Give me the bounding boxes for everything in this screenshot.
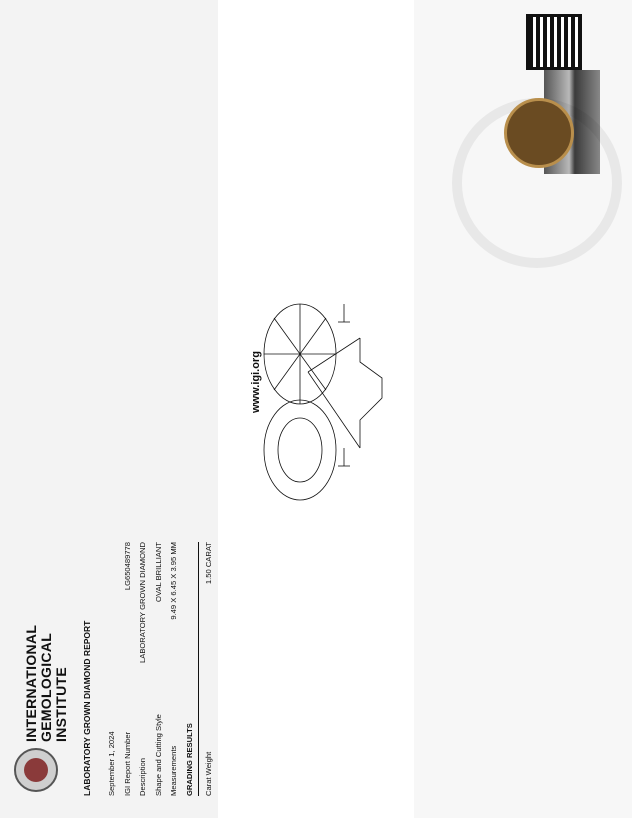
brand-line-2: GEMOLOGICAL <box>38 632 54 742</box>
field-row <box>166 542 182 796</box>
proportions-diagram <box>218 0 414 818</box>
report-date: September 1, 2024 <box>107 731 117 796</box>
website: www.igi.org <box>250 351 262 413</box>
field-label: IGI Report Number <box>122 731 132 796</box>
igi-seal-logo <box>14 748 58 792</box>
pavilion-view-plot <box>264 400 336 500</box>
stone-profile <box>360 338 382 448</box>
left-panel-content <box>0 0 218 818</box>
grading-results-heading: GRADING RESULTS <box>182 542 199 796</box>
grading-value: 1.50 CARAT <box>203 542 213 585</box>
report-date-row <box>104 542 120 796</box>
pavilion-line-2 <box>308 372 360 448</box>
field-label: Measurements <box>169 745 179 796</box>
middle-panel <box>218 0 415 818</box>
document-type: LABORATORY GROWN DIAMOND REPORT <box>82 620 92 796</box>
qr-code-icon <box>526 14 582 70</box>
grading-row <box>201 542 217 796</box>
field-value: LABORATORY GROWN DIAMOND <box>138 542 148 663</box>
field-value: 9.49 X 6.45 X 3.95 MM <box>169 542 179 620</box>
field-label: Description <box>138 758 148 796</box>
right-panel <box>414 0 632 818</box>
field-row <box>135 542 151 796</box>
brand-name <box>24 625 69 742</box>
pavilion-line <box>308 338 360 372</box>
left-panel <box>0 0 219 818</box>
pavilion-view-inner <box>278 418 322 482</box>
field-row <box>151 542 167 796</box>
field-value: LG650489778 <box>122 542 132 591</box>
field-row <box>120 542 136 796</box>
grading-label: Carat Weight <box>203 751 213 796</box>
field-label: Shape and Cutting Style <box>153 714 163 796</box>
igi-gold-seal <box>504 98 574 168</box>
brand-line-1: INTERNATIONAL <box>23 624 39 742</box>
brand-line-3: INSTITUTE <box>53 666 69 742</box>
field-value: OVAL BRILLIANT <box>153 542 163 602</box>
